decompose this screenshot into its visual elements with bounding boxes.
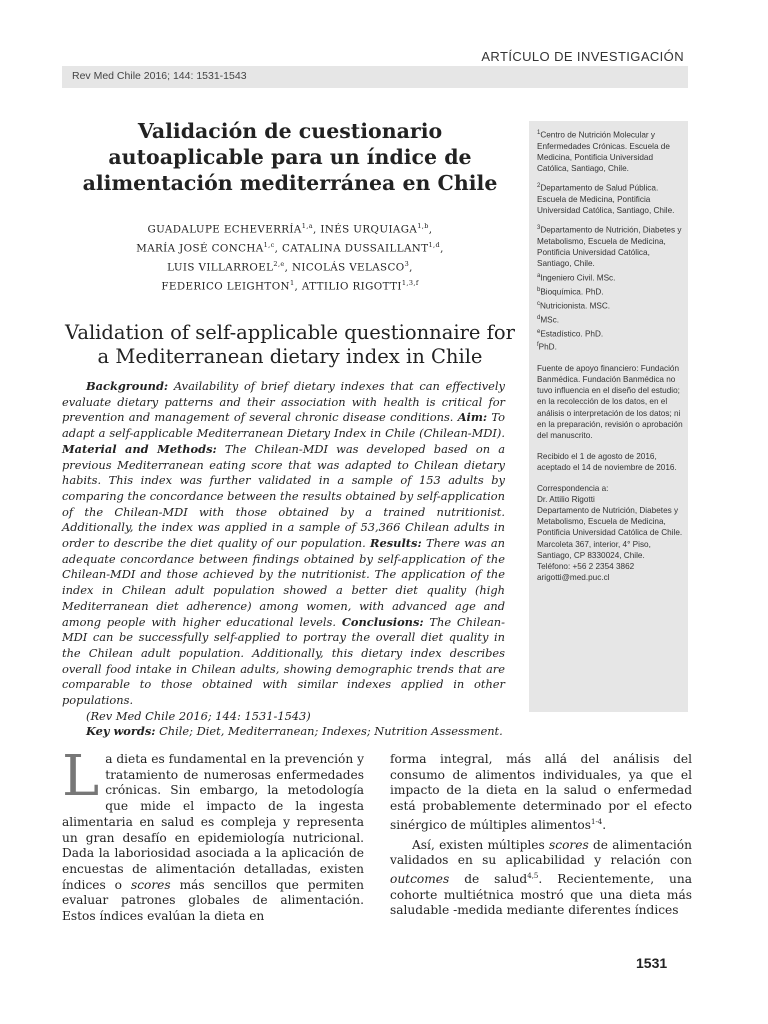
funding-note: Fuente de apoyo financiero: Fundación Banmédica. Fundación Banmédica no tuvo influencia en el diseño del estudio; en la recolección de los datos, en el análisis o interpretación de los datos; ni en la preparación, revisión o aprobación del manuscrito. (537, 364, 683, 440)
degree-d: $^d$MSc. (537, 314, 559, 325)
affiliation-1: $^1$Centro de Nutrición Molecular y Enfermedades Crónicas. Escuela de Medicina, Pontificia Universidad Católica, Santiago, Chile. (537, 130, 670, 174)
received-date: Recibido el 1 de agosto de 2016, aceptado el 14 de noviembre de 2016. (537, 451, 677, 472)
correspondence-address: Marcoleta 367, interior, 4° Piso, Santiago, CP 8330024, Chile. (537, 539, 651, 560)
correspondence-email[interactable]: arigotti@med.puc.cl (537, 572, 610, 582)
section-label: ARTÍCULO DE INVESTIGACIÓN (481, 49, 684, 64)
degree-c: $^c$Nutricionista. MSC. (537, 300, 611, 311)
degree-b: $^b$Bioquímica. PhD. (537, 287, 604, 297)
keywords: Key words: Chile; Diet, Mediterranean; Indexes; Nutrition Assessment. (86, 724, 503, 739)
affiliation-3: $^3$Departamento de Nutrición, Diabetes y Metabolismo, Escuela de Medicina, Pontificia Universidad Católica, Santiago, Chile. (537, 225, 682, 269)
article-title-english: Validation of self-applicable questionnaire for a Mediterranean dietary index in Chile (65, 321, 515, 368)
correspondence-name: Dr. Attilio Rigotti (537, 495, 595, 505)
article-title-spanish: Validación de cuestionario autoaplicable para un índice de alimentación mediterránea en Chile (82, 119, 498, 195)
abstract-citation: (Rev Med Chile 2016; 144: 1531-1543) (86, 708, 311, 723)
correspondence-department: Departamento de Nutrición, Diabetes y Metabolismo, Escuela de Medicina, Pontificia Universidad Católica de Chile. (537, 506, 683, 538)
drop-cap: L (62, 744, 100, 809)
page-number: 1531 (636, 955, 668, 971)
correspondence (537, 483, 683, 583)
degree-e: $^e$Estadístico. PhD. (537, 328, 604, 339)
author-list: GUADALUPE ECHEVERRÍA$^{1,a}$, INÉS URQUIAGA$^{1,b}$, MARÍA JOSÉ CONCHA$^{1,c}$, CATALINA DUSSAILLANT$^{1,d}$, LUIS VILLARROEL$^{2,e}$, NICOLÁS VELASCO$^3$, FEDERICO LEIGHTON$^1$, ATTILIO RIGOTTI$^{1,3,f}$ (136, 222, 444, 293)
body-column-right: forma integral, más allá del análisis del consumo de alimentos individuales, ya que el impacto de la dieta en la salud o enfermedad está probablemente determinado por el efecto sinérgico de múltiples alimentos$^{1-4}$. Así, existen múltiples scores de alimentación validados en su aplicabilidad y relación con outcomes de salud$^{4,5}$. Recientemente, una cohorte multiétnica mostró que una dieta más saludable -medida mediante diferentes índices (390, 752, 692, 918)
journal-reference: Rev Med Chile 2016; 144: 1531-1543 (72, 70, 247, 82)
degree-f: $^f$PhD. (537, 342, 557, 353)
sidebar-notes (537, 128, 683, 583)
abstract: Background: Availability of brief dietary indexes that can effectively evaluate dietary patterns and their association with health is critical for prevention and management of several chronic disease conditions. Aim: To adapt a self-applicable Mediterranean Dietary Index in Chile (Chilean-MDI). Material and Methods: The Chilean-MDI was developed based on a previous Mediterranean eating score that was adapted to Chilean dietary habits. This index was further validated in a sample of 153 adults by comparing the concordance between the results obtained by self-application of the Chilean-MDI with those obtained by a trained nutritionist. Additionally, the index was applied in a sample of 53,366 Chilean adults in order to describe the diet quality of our population. Results: There was an adequate concordance between findings obtained by self-application of the Chilean-MDI and those achieved by the nutritionist. The application of the index in Chilean adult population showed a better diet quality (high Mediterranean diet adherence) among women, with advanced age and among people with higher educational levels. Conclusions: The Chilean-MDI can be successfully self-applied to portray the overall diet quality in the Chilean adult population. Additionally, this dietary index describes overall food intake in Chilean adults, showing demographic trends that are comparable to those obtained with similar indexes applied in other populations. (Rev Med Chile 2016; 144: 1531-1543) Key words: Chile; Diet, Mediterranean; Indexes; Nutrition Assessment. (62, 379, 506, 739)
degree-a: $^a$Ingeniero Civil. MSc. (537, 273, 616, 283)
body-column-left: La dieta es fundamental en la prevención y tratamiento de numerosas enfermedades crónicas. Sin embargo, la metodología que mide el impacto de la ingesta alimentaria en salud es compleja y representa un gran desafío en epidemiología nutricional. Dada la laboriosidad asociada a la aplicación de encuestas de alimentación detalladas, existen índices o scores más sencillos que permiten evaluar patrones globales de alimentación. Estos índices evalúan la dieta en (62, 744, 364, 924)
affiliation-2: $^2$Departamento de Salud Pública. Escuela de Medicina, Pontificia Universidad Católica, Santiago, Chile. (537, 183, 675, 216)
correspondence-phone: Teléfono: +56 2 2354 3862 (537, 561, 635, 571)
correspondence-label: Correspondencia a: (537, 484, 609, 494)
